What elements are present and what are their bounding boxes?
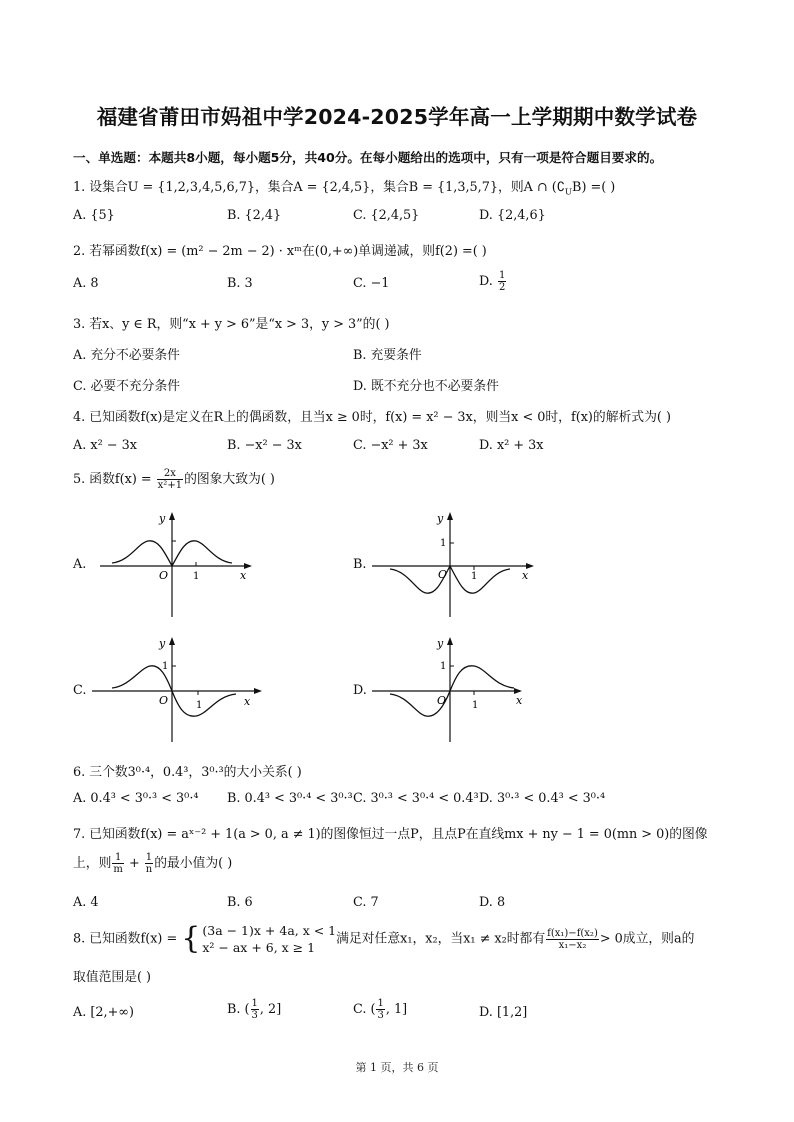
fraction-denominator: 2: [498, 282, 506, 293]
fraction-numerator: 1: [145, 852, 153, 863]
q8-option-d[interactable]: D. [1,2]: [479, 1005, 528, 1020]
y-arrow-icon: [447, 637, 453, 645]
q2-option-b[interactable]: B. 3: [227, 276, 253, 291]
q8-option-c[interactable]: [353, 998, 407, 1021]
tick-label-x: 1: [196, 700, 203, 711]
graph-c-label[interactable]: C.: [73, 683, 87, 698]
origin-label: O: [159, 694, 169, 707]
section-heading: 一、单选题：本题共8小题，每小题5分，共40分。在每小题给出的选项中，只有一项是符合题目要求的。: [73, 150, 663, 165]
graph-a-label[interactable]: A.: [73, 557, 87, 572]
axis-y-label: y: [159, 512, 166, 525]
graph-d-label[interactable]: D.: [353, 683, 367, 698]
fraction-numerator: 1: [112, 852, 123, 864]
tick-label-y: 1: [440, 661, 447, 672]
q1-option-c[interactable]: C. {2,4,5}: [353, 208, 420, 223]
question-4: 4. 已知函数f(x)是定义在R上的偶函数，且当x ≥ 0时，f(x) = x² − 3x，则当x < 0时，f(x)的解析式为( ): [73, 410, 671, 425]
question-5: [73, 468, 275, 491]
q7-option-d[interactable]: D. 8: [479, 895, 506, 910]
question-7-line-2: [73, 852, 232, 875]
q8-option-c-label: C. (: [353, 1002, 376, 1017]
q1-option-a[interactable]: A. {5}: [73, 208, 115, 223]
plus-sign: +: [124, 856, 144, 871]
q6-option-b[interactable]: B. 0.4³ < 3⁰·⁴ < 3⁰·³: [227, 791, 353, 806]
axis-x-label: x: [516, 694, 523, 707]
question-5-post: 的图象大致为( ): [184, 472, 275, 487]
fraction-one-third: [376, 998, 384, 1021]
axis-x-label: x: [240, 569, 247, 582]
question-8-line-2: 取值范围是( ): [73, 970, 152, 985]
tick-label-x: 1: [472, 700, 479, 711]
q6-option-a[interactable]: A. 0.4³ < 3⁰·³ < 3⁰·⁴: [73, 791, 199, 806]
axis-y-label: y: [437, 637, 444, 650]
piecewise-cases: [202, 922, 336, 956]
q8-option-b[interactable]: [227, 998, 281, 1021]
graph-b-label[interactable]: B.: [353, 557, 367, 572]
origin-label: O: [438, 568, 448, 581]
q1-option-b[interactable]: B. {2,4}: [227, 208, 282, 223]
y-arrow-icon: [169, 512, 175, 520]
axis-x-label: x: [244, 695, 251, 708]
q7-option-a[interactable]: A. 4: [73, 895, 99, 910]
question-8: [73, 922, 694, 956]
question-2: 2. 若幂函数f(x) = (m² − 2m − 2) · xᵐ在(0,+∞)单调递减，则f(2) =( ): [73, 244, 487, 259]
y-arrow-icon: [447, 512, 453, 520]
left-brace-icon: {: [181, 921, 201, 956]
y-arrow-icon: [169, 637, 175, 645]
question-3: 3. 若x、y ∈ R，则“x + y > 6”是“x > 3，y > 3”的( ): [73, 317, 390, 332]
fraction-denominator: x²+1: [157, 480, 183, 491]
axis-x-label: x: [522, 569, 529, 582]
fraction-numerator: f(x₁)−f(x₂): [547, 927, 598, 939]
tick-label-x: 1: [193, 571, 200, 582]
tick-label-x: 1: [471, 571, 478, 582]
q8-option-a[interactable]: A. [2,+∞): [73, 1005, 134, 1020]
fraction-one-third: [251, 998, 259, 1021]
question-5-pre: 5. 函数f(x) =: [73, 472, 156, 487]
fraction-numerator: 1: [251, 998, 258, 1009]
q8-option-b-end: , 2]: [259, 1002, 282, 1017]
exam-title: 福建省莆田市妈祖中学2024-2025学年高一上学期期中数学试卷: [96, 105, 698, 129]
fraction-numerator: 2x: [157, 468, 183, 480]
q2-option-c[interactable]: C. −1: [353, 276, 390, 291]
q3-option-b[interactable]: B. 充要条件: [353, 348, 422, 363]
question-7-pre: 上，则: [73, 856, 112, 871]
page-footer: 第 1 页，共 6 页: [355, 1061, 439, 1074]
fraction-numerator: 1: [377, 998, 384, 1009]
q4-option-c[interactable]: C. −x² + 3x: [353, 438, 428, 453]
graph-c: [90, 630, 270, 745]
question-7-line-1: 7. 已知函数f(x) = aˣ⁻² + 1(a > 0, a ≠ 1)的图像恒过一点P，且点P在直线mx + ny − 1 = 0(mn > 0)的图像: [73, 827, 708, 842]
question-8-pre: 8. 已知函数f(x) =: [73, 931, 182, 947]
graph-b: [370, 505, 550, 620]
fraction-denominator: 3: [251, 1010, 258, 1021]
axis-y-label: y: [437, 512, 444, 525]
q6-option-c[interactable]: C. 3⁰·³ < 3⁰·⁴ < 0.4³: [353, 791, 479, 806]
graph-d: [370, 630, 550, 745]
q3-option-a[interactable]: A. 充分不必要条件: [73, 348, 180, 363]
q2-option-d-label: D.: [479, 274, 497, 289]
graph-a: [90, 505, 270, 620]
fraction-denominator: 3: [377, 1010, 384, 1021]
fraction-numerator: 1: [498, 270, 506, 281]
q4-option-a[interactable]: A. x² − 3x: [73, 438, 137, 453]
q7-option-c[interactable]: C. 7: [353, 895, 379, 910]
question-6: 6. 三个数3⁰·⁴，0.4³，3⁰·³的大小关系( ): [73, 765, 302, 780]
question-1-text-end: B) =( ): [572, 180, 616, 195]
q3-option-c[interactable]: C. 必要不充分条件: [73, 379, 181, 394]
q2-option-d-fraction: [498, 270, 506, 293]
q7-option-b[interactable]: B. 6: [227, 895, 253, 910]
axis-y-label: y: [159, 637, 166, 650]
q6-option-d[interactable]: D. 3⁰·³ < 0.4³ < 3⁰·⁴: [479, 791, 606, 806]
q8-option-c-end: , 1]: [385, 1002, 408, 1017]
question-7-post: 的最小值为( ): [154, 856, 233, 871]
fraction-denominator: n: [145, 864, 153, 875]
fraction-denominator: m: [113, 864, 123, 875]
question-1-text: 1. 设集合U = {1,2,3,4,5,6,7}，集合A = {2,4,5}，集合B = {1,3,5,7}，则A ∩ (∁: [73, 180, 565, 195]
complement-subscript: U: [564, 187, 573, 198]
q2-option-a[interactable]: A. 8: [73, 276, 99, 291]
q4-option-d[interactable]: D. x² + 3x: [479, 438, 544, 453]
tick-label-y: 1: [440, 538, 447, 549]
q1-option-d[interactable]: D. {2,4,6}: [479, 208, 546, 223]
question-1: [73, 176, 615, 198]
q4-option-b[interactable]: B. −x² − 3x: [227, 438, 302, 453]
q3-option-d[interactable]: D. 既不充分也不必要条件: [353, 379, 499, 394]
origin-label: O: [159, 569, 169, 582]
case-1: (3a − 1)x + 4a, x < 1: [202, 923, 337, 938]
question-5-fraction: [157, 468, 183, 491]
fraction-1-over-m: [112, 852, 123, 875]
fraction-denominator: x₁−x₂: [558, 939, 587, 951]
tick-label-y: 1: [162, 661, 169, 672]
q8-option-b-label: B. (: [227, 1002, 250, 1017]
origin-label: O: [437, 694, 447, 707]
case-2: x² − ax + 6, x ≥ 1: [202, 940, 316, 955]
difference-quotient: [546, 928, 599, 951]
x-arrow-icon: [254, 688, 262, 694]
question-8-mid: 满足对任意x₁，x₂，当x₁ ≠ x₂时都有: [336, 931, 546, 947]
fraction-1-over-n: [145, 852, 153, 875]
question-8-post: > 0成立，则a的: [599, 931, 695, 947]
q2-option-d[interactable]: [479, 270, 507, 293]
